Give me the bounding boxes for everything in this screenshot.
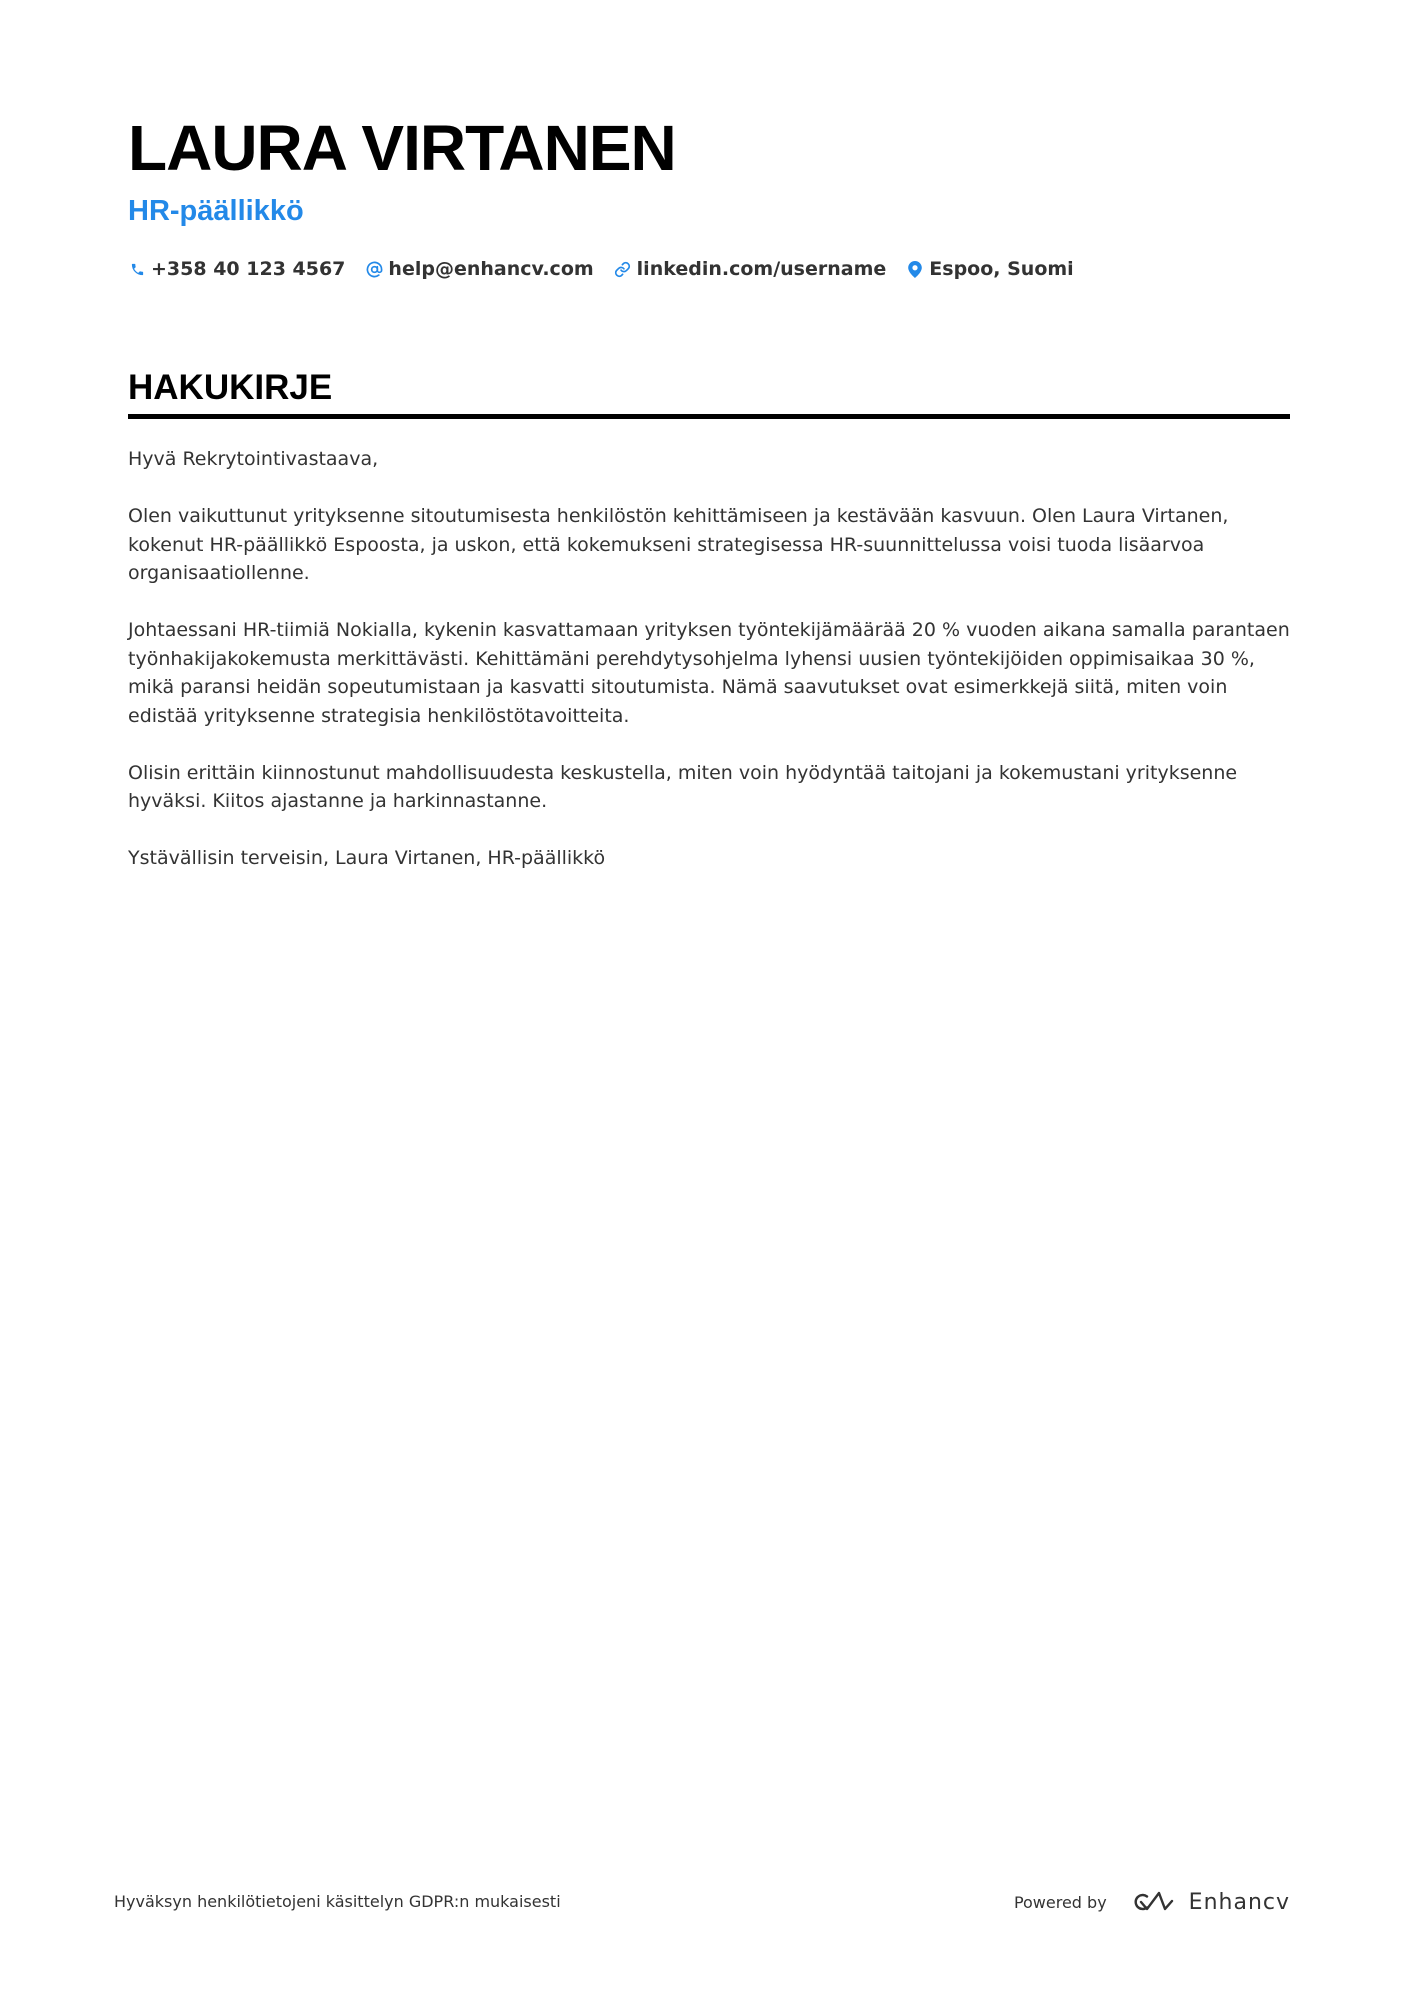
candidate-name: LAURA VIRTANEN — [128, 112, 676, 184]
at-icon — [365, 259, 383, 279]
contact-location — [906, 255, 1073, 283]
letter-closing: Ystävällisin terveisin, Laura Virtanen, HR-päällikkö — [128, 847, 606, 869]
letter-body — [128, 445, 1290, 873]
enhancv-logo[interactable] — [1133, 1890, 1290, 1915]
contact-list — [128, 254, 1288, 284]
cover-letter-section — [128, 366, 1290, 901]
contact-location-text: Espoo, Suomi — [929, 258, 1074, 280]
contact-linkedin[interactable] — [614, 255, 887, 283]
footer — [114, 1882, 1290, 1922]
contact-email[interactable] — [365, 255, 593, 283]
letter-paragraph: Olisin erittäin kiinnostunut mahdollisuudesta keskustella, miten voin hyödyntää taitojani ja kokemustani yrityksenne hyväksi. Kiitos ajastanne ja harkinnastanne. — [128, 761, 1238, 812]
powered-by[interactable] — [1014, 1882, 1290, 1922]
location-pin-icon — [906, 259, 924, 279]
enhancv-wordmark: Enhancv — [1188, 1889, 1290, 1915]
letter-paragraph: Johtaessani HR-tiimiä Nokialla, kykenin kasvattamaan yrityksen työntekijämäärää 20 % vuoden aikana samalla parantaen työnhakijakokemusta merkittävästi. Kehittämäni perehdytysohjelma lyhensi uusien työntekijöiden oppimisaikaa 30 %, mikä paransi heidän sopeutumistaan ja kasvatti sitoutumista. Nämä saavutukset ovat esimerkkejä siitä, miten voin edistää yrityksenne strategisia henkilöstötavoitteita. — [128, 619, 1290, 727]
letter-greeting: Hyvä Rekrytointivastaava, — [128, 448, 379, 470]
gdpr-consent-text: Hyväksyn henkilötietojeni käsittelyn GDPR:n mukaisesti — [114, 1892, 561, 1911]
contact-phone — [128, 255, 345, 283]
letter-paragraph: Olen vaikuttunut yrityksenne sitoutumisesta henkilöstön kehittämiseen ja kestävään kasvuun. Olen Laura Virtanen, kokenut HR-päällikkö Espoosta, ja uskon, että kokemukseni strategisessa HR-suunnittelussa voisi tuoda lisäarvoa organisaatiollenne. — [128, 505, 1229, 584]
contact-linkedin-text[interactable]: linkedin.com/username — [636, 258, 887, 280]
phone-icon — [128, 259, 146, 279]
section-divider — [128, 414, 1290, 419]
enhancv-logo-icon — [1133, 1890, 1179, 1914]
candidate-role: HR-päällikkö — [128, 195, 304, 227]
contact-email-text[interactable]: help@enhancv.com — [388, 258, 594, 280]
link-icon — [614, 259, 632, 279]
header — [128, 108, 1288, 284]
powered-by-label: Powered by — [1013, 1892, 1107, 1912]
contact-phone-text: +358 40 123 4567 — [151, 258, 346, 280]
section-title: HAKUKIRJE — [128, 368, 333, 407]
